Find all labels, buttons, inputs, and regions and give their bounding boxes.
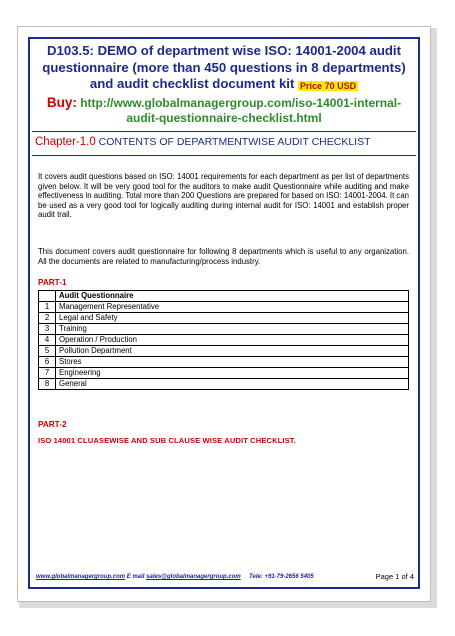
department-name: Pollution Department xyxy=(56,346,409,357)
table-row xyxy=(39,368,409,379)
footer-email-link[interactable]: sales@globalmanagergroup.com xyxy=(146,574,241,580)
document-page xyxy=(17,26,431,602)
department-name: Operation / Production xyxy=(56,335,409,346)
divider-top xyxy=(32,131,416,132)
table-row xyxy=(39,379,409,390)
department-name: Engineering xyxy=(56,368,409,379)
department-name: Legal and Safety xyxy=(56,313,409,324)
title-line-3 xyxy=(30,76,418,95)
table-row xyxy=(39,357,409,368)
page-number: Page 1 of 4 xyxy=(375,572,414,581)
document-title xyxy=(30,43,418,95)
page-border-frame xyxy=(28,37,420,589)
divider-bottom xyxy=(32,155,416,156)
footer-telephone: Tele: +91-79-2656 5405 xyxy=(249,574,314,580)
department-name: Training xyxy=(56,324,409,335)
chapter-number: Chapter-1.0 xyxy=(35,136,96,148)
footer-email-label: E mail xyxy=(126,574,145,580)
row-number: 5 xyxy=(39,346,56,357)
title-line-1: D103.5: DEMO of department wise ISO: 14001-2004 audit xyxy=(47,43,401,58)
page-footer xyxy=(36,573,414,582)
row-number: 8 xyxy=(39,379,56,390)
chapter-heading xyxy=(35,136,415,149)
table-header-num-cell xyxy=(39,291,56,302)
table-header-row xyxy=(39,291,409,302)
row-number: 2 xyxy=(39,313,56,324)
row-number: 4 xyxy=(39,335,56,346)
department-name: Management Representative xyxy=(56,302,409,313)
audit-questionnaire-table xyxy=(38,290,409,390)
row-number: 1 xyxy=(39,302,56,313)
department-name: Stores xyxy=(56,357,409,368)
table-header-cell: Audit Questionnaire xyxy=(56,291,409,302)
row-number: 6 xyxy=(39,357,56,368)
table-row xyxy=(39,346,409,357)
buy-label: Buy: xyxy=(46,95,77,110)
row-number: 7 xyxy=(39,368,56,379)
buy-link-line-1[interactable]: http://www.globalmanagergroup.com/iso-14001-internal- xyxy=(80,96,402,110)
table-row xyxy=(39,335,409,346)
row-number: 3 xyxy=(39,324,56,335)
intro-paragraph-1: It covers audit questions based on ISO: 14001 requirements for each department as per list of departments given below. It will be very good tool for the auditors to make audit Questionnaire while auditing and make effectiveness in auditing. Total more than 200 Questions are prepared for based on ISO: 14001-2004. It can be used as a very good tool for logically auditing during internal audit for ISO: 14001 and establish proper audit trail. xyxy=(38,172,409,219)
footer-website-link[interactable]: www.globalmanagergroup.com xyxy=(36,574,126,580)
part-2-text: ISO 14001 CLUASEWISE AND SUB CLAUSE WISE AUDIT CHECKLIST. xyxy=(38,436,296,445)
department-name: General xyxy=(56,379,409,390)
part-2-label: PART-2 xyxy=(38,420,67,429)
intro-paragraph-2: This document covers audit questionnaire for following 8 departments which is useful to any organization. All the documents are related to manufacturing/process industry. xyxy=(38,247,409,266)
title-line-2: questionnaire (more than 450 questions in 8 departments) xyxy=(42,59,406,75)
title-line-3-text: and audit checklist document kit xyxy=(89,76,295,91)
table-row xyxy=(39,302,409,313)
buy-section xyxy=(30,95,418,126)
table-row xyxy=(39,313,409,324)
price-badge: Price 70 USD xyxy=(300,81,357,91)
table-row xyxy=(39,324,409,335)
buy-link-line-2[interactable]: audit-questionnaire-checklist.html xyxy=(126,111,322,125)
chapter-title: CONTENTS OF DEPARTMENTWISE AUDIT CHECKLIST xyxy=(98,136,371,148)
part-1-label: PART-1 xyxy=(38,278,67,287)
